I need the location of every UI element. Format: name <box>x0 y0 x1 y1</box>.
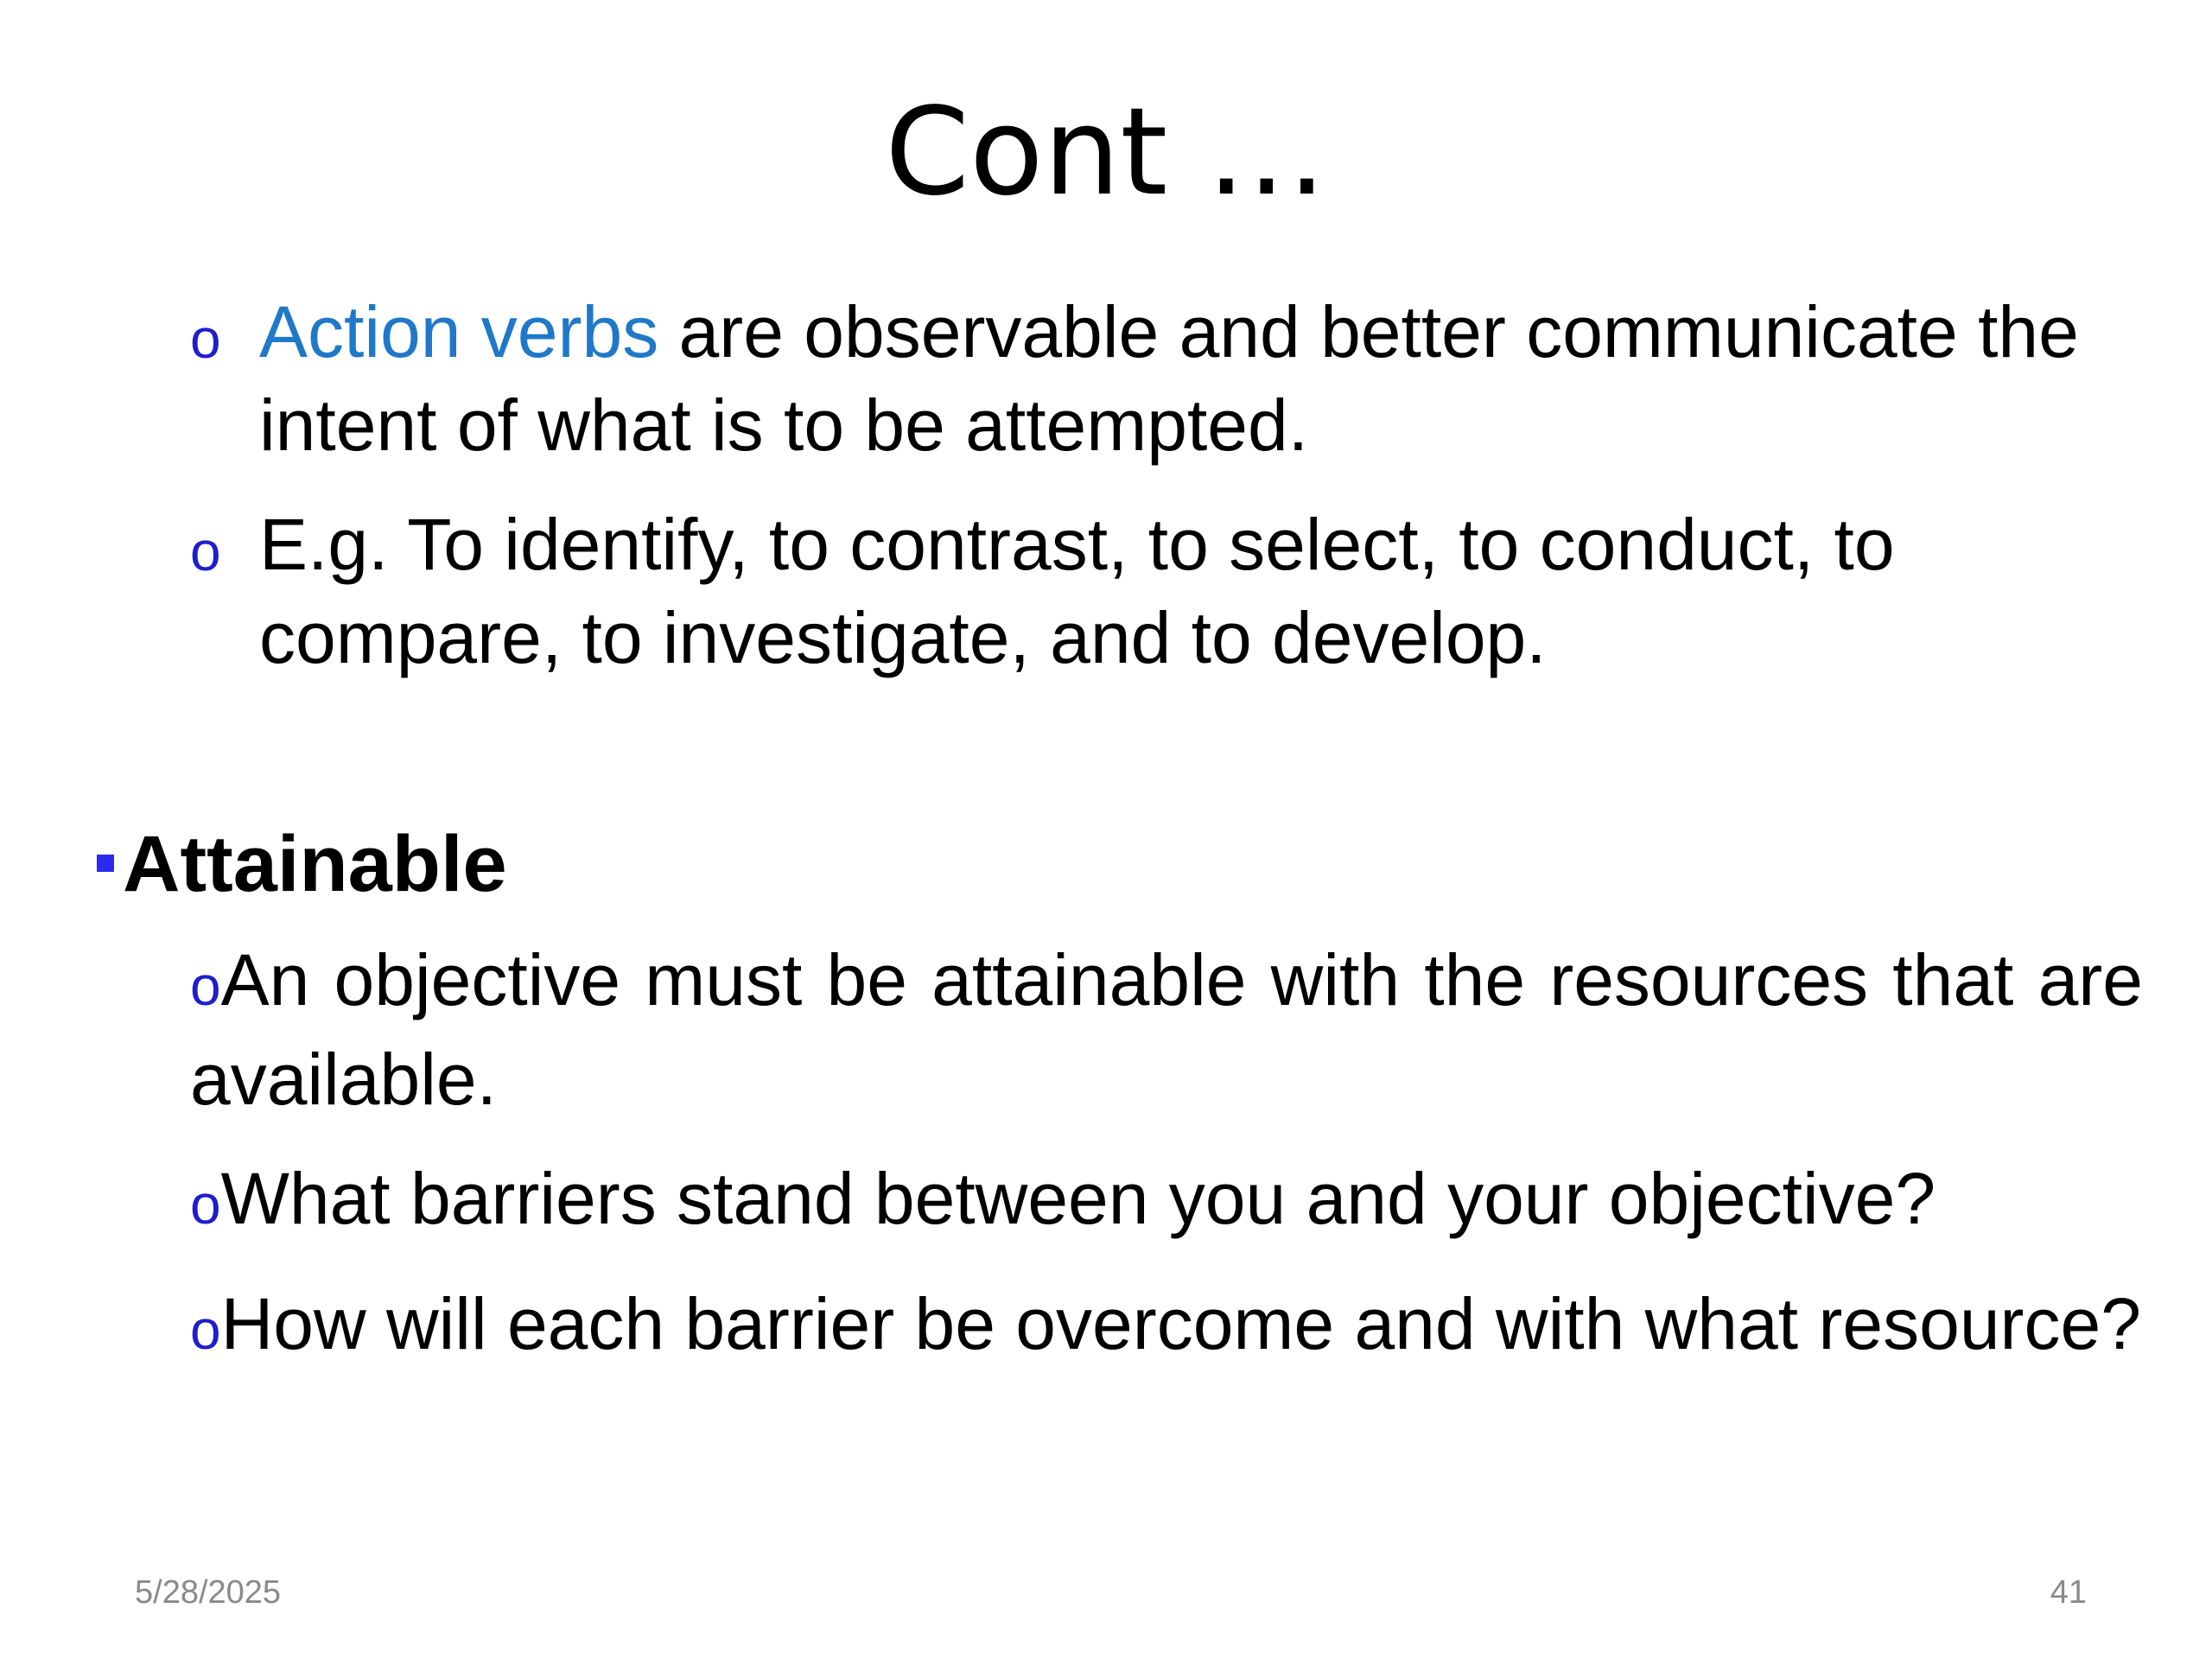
circle-bullet-icon: o <box>190 1173 221 1236</box>
circle-bullet-icon: o <box>190 520 221 582</box>
section-heading-text: Attainable <box>123 820 507 908</box>
highlighted-term: Action verbs <box>259 291 659 372</box>
list-item-text: E.g. To identify, to contrast, to select, to conduct, to compare, to investigate, and to develop. <box>259 504 1895 678</box>
attainable-list <box>190 933 2143 1402</box>
circle-bullet-icon: o <box>190 955 221 1017</box>
list-item <box>190 1152 2143 1251</box>
list-item-text: An objective must be attainable with the resources that are available. <box>190 939 2143 1120</box>
list-item <box>190 285 2143 472</box>
list-item-text: What barriers stand between you and your objective? <box>220 1158 1936 1239</box>
section-heading <box>97 817 2136 912</box>
circle-bullet-icon: o <box>190 1299 221 1361</box>
list-item <box>190 498 2143 684</box>
list-item-text: How will each barrier be overcome and with what resource? <box>220 1283 2141 1364</box>
page-number: 41 <box>2050 1574 2087 1611</box>
section-attainable <box>97 817 2136 912</box>
list-item <box>190 933 2143 1126</box>
slide-title: Cont … <box>885 82 1327 223</box>
list-item-text: are observable and better communicate the intent of what is to be attempted. <box>259 291 2079 466</box>
intro-list <box>190 285 2143 710</box>
footer-date: 5/28/2025 <box>135 1574 282 1611</box>
circle-bullet-icon: o <box>190 308 221 370</box>
square-bullet-icon <box>97 855 114 872</box>
list-item <box>190 1277 2143 1376</box>
